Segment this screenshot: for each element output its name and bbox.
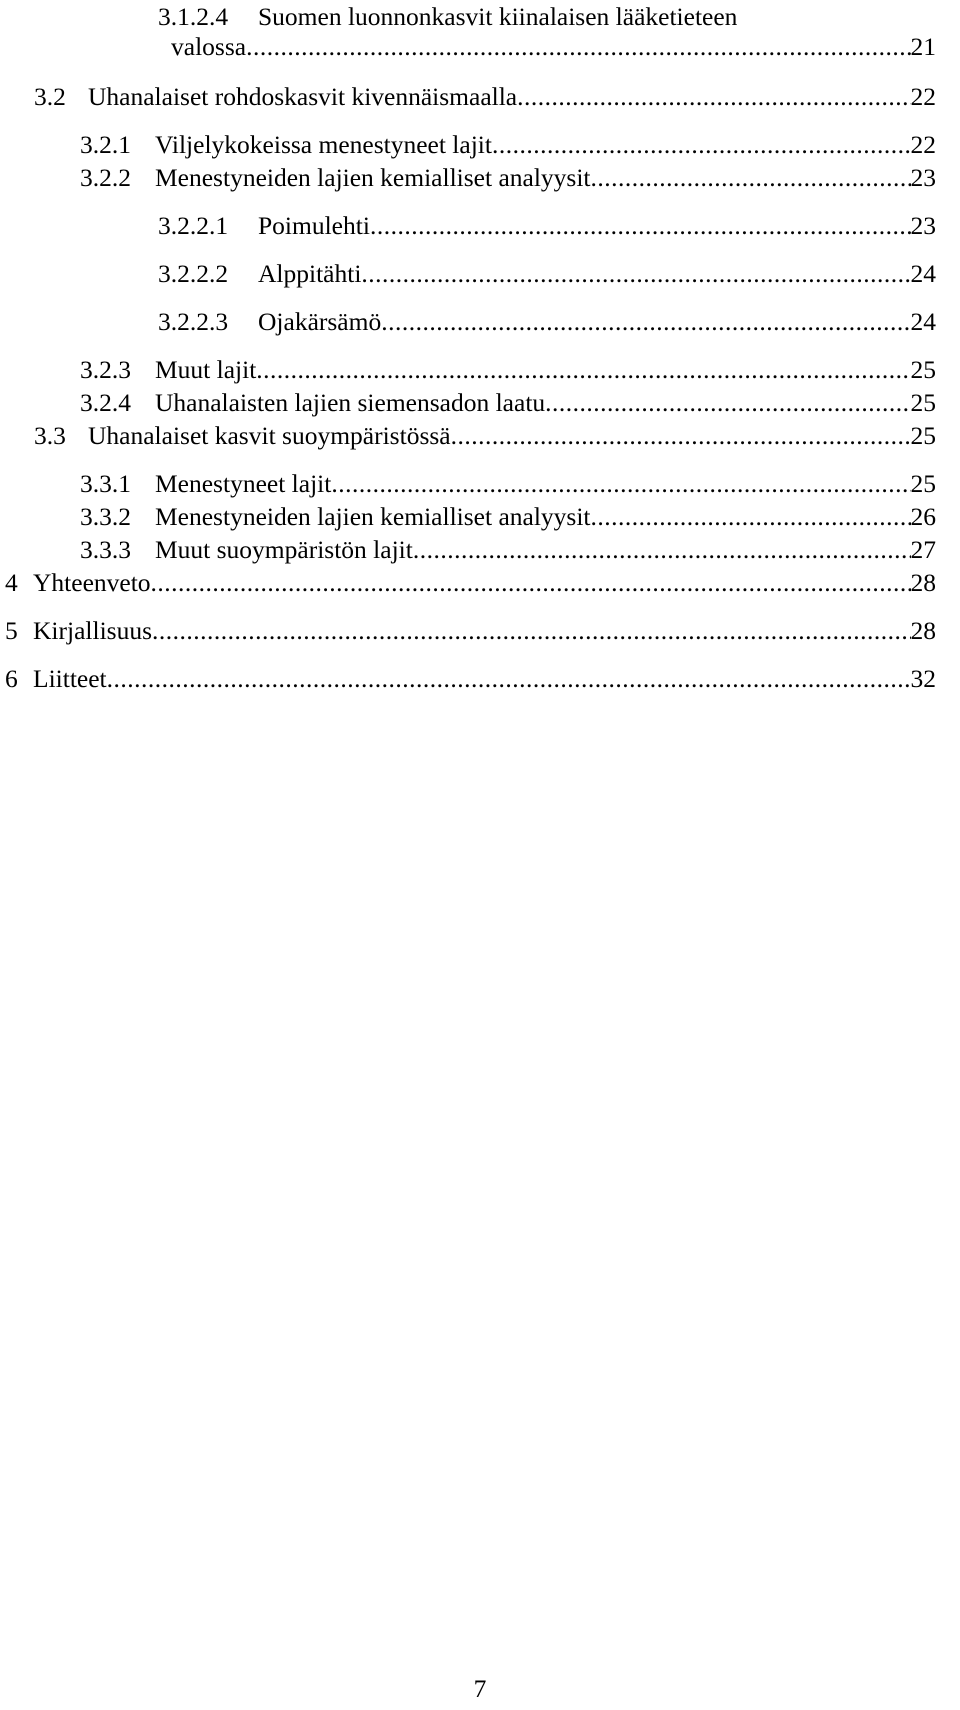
dot-leader [107, 664, 911, 694]
toc-entry-title: Uhanalaisten lajien siemensadon laatu [155, 388, 546, 417]
toc-entry-number: 3.2.3 [80, 355, 131, 384]
toc-entry-number: 3.3.1 [80, 469, 131, 498]
toc-entry-number: 3.3 [34, 421, 66, 450]
toc-entry[interactable] [80, 469, 936, 499]
toc-entry-page: 23 [910, 163, 936, 192]
toc-entry[interactable] [80, 130, 936, 160]
toc-entry-number: 3.2.1 [80, 130, 131, 159]
toc-entry-title-continued: valossa [171, 32, 247, 61]
dot-leader [331, 469, 910, 499]
toc-entry-number: 5 [5, 616, 18, 645]
toc-entry-page: 24 [910, 259, 936, 288]
toc-entry-page: 28 [910, 616, 936, 645]
dot-leader [492, 130, 911, 160]
page-number: 7 [473, 1674, 487, 1703]
toc-entry-number: 3.2.2 [80, 163, 131, 192]
toc-entry[interactable] [158, 211, 936, 241]
toc-entry[interactable] [5, 616, 936, 646]
toc-entry[interactable] [80, 388, 936, 418]
toc-entry-number: 6 [5, 664, 18, 693]
toc-entry[interactable] [158, 307, 936, 337]
dot-leader [591, 502, 911, 532]
toc-entry[interactable] [158, 0, 936, 80]
toc-entry-page: 25 [910, 469, 936, 498]
toc-entry-title: Alppitähti [258, 259, 362, 288]
dot-leader [451, 421, 911, 451]
toc-entry-page: 26 [910, 502, 936, 531]
toc-entry-page: 25 [910, 421, 936, 450]
dot-leader [151, 568, 911, 598]
toc-entry-page: 32 [910, 664, 936, 693]
dot-leader [256, 355, 910, 385]
toc-entry[interactable] [80, 535, 936, 565]
toc-entry-page: 21 [910, 32, 936, 61]
toc-entry-page: 23 [910, 211, 936, 240]
toc-entry[interactable] [34, 82, 936, 112]
dot-leader [545, 388, 910, 418]
toc-entry-title: Suomen luonnonkasvit kiinalaisen lääketieteen [258, 2, 738, 31]
toc-entry-title: Yhteenveto [33, 568, 151, 597]
toc-entry-title: Muut lajit [155, 355, 257, 384]
toc-entry-page: 22 [910, 130, 936, 159]
toc-entry-number: 3.2.2.1 [158, 211, 229, 240]
toc-entry[interactable] [158, 259, 936, 289]
toc-entry-title: Poimulehti [258, 211, 370, 240]
dot-leader [413, 535, 911, 565]
dot-leader [361, 259, 910, 289]
toc-entry-title: Menestyneiden lajien kemialliset analyysit [155, 163, 591, 192]
toc-entry-title: Kirjallisuus [33, 616, 152, 645]
toc-entry[interactable] [80, 163, 936, 193]
toc-entry-number: 3.2 [34, 82, 66, 111]
dot-leader [381, 307, 910, 337]
toc-entry[interactable] [5, 568, 936, 598]
toc-entry-page: 24 [910, 307, 936, 336]
toc-entry-page: 22 [910, 82, 936, 111]
dot-leader [517, 82, 910, 112]
toc-entry-title: Menestyneiden lajien kemialliset analyysit [155, 502, 591, 531]
toc-entry-title: Uhanalaiset kasvit suoympäristössä [88, 421, 451, 450]
toc-entry-number: 3.2.2.2 [158, 259, 229, 288]
toc-entry-number: 4 [5, 568, 18, 597]
toc-entry-title: Viljelykokeissa menestyneet lajit [155, 130, 492, 159]
toc-entry-title: Uhanalaiset rohdoskasvit kivennäismaalla [88, 82, 518, 111]
toc-entry[interactable] [80, 502, 936, 532]
toc-entry-page: 27 [910, 535, 936, 564]
toc-entry-number: 3.3.2 [80, 502, 131, 531]
toc-entry[interactable] [5, 664, 936, 694]
toc-entry-number: 3.2.2.3 [158, 307, 229, 336]
dot-leader [591, 163, 911, 193]
dot-leader [370, 211, 911, 241]
toc-entry-number: 3.1.2.4 [158, 2, 229, 31]
toc-entry-title: Liitteet [33, 664, 107, 693]
toc-entry-page: 28 [910, 568, 936, 597]
dot-leader [152, 616, 911, 646]
toc-entry-number: 3.2.4 [80, 388, 131, 417]
toc-entry[interactable] [34, 421, 936, 451]
toc-entry[interactable] [80, 355, 936, 385]
toc-entry-page: 25 [910, 388, 936, 417]
toc-entry-number: 3.3.3 [80, 535, 131, 564]
toc-entry-page: 25 [910, 355, 936, 384]
toc-entry-title: Muut suoympäristön lajit [155, 535, 413, 564]
dot-leader [246, 32, 910, 62]
toc-entry-title: Menestyneet lajit [155, 469, 332, 498]
toc-entry-title: Ojakärsämö [258, 307, 382, 336]
